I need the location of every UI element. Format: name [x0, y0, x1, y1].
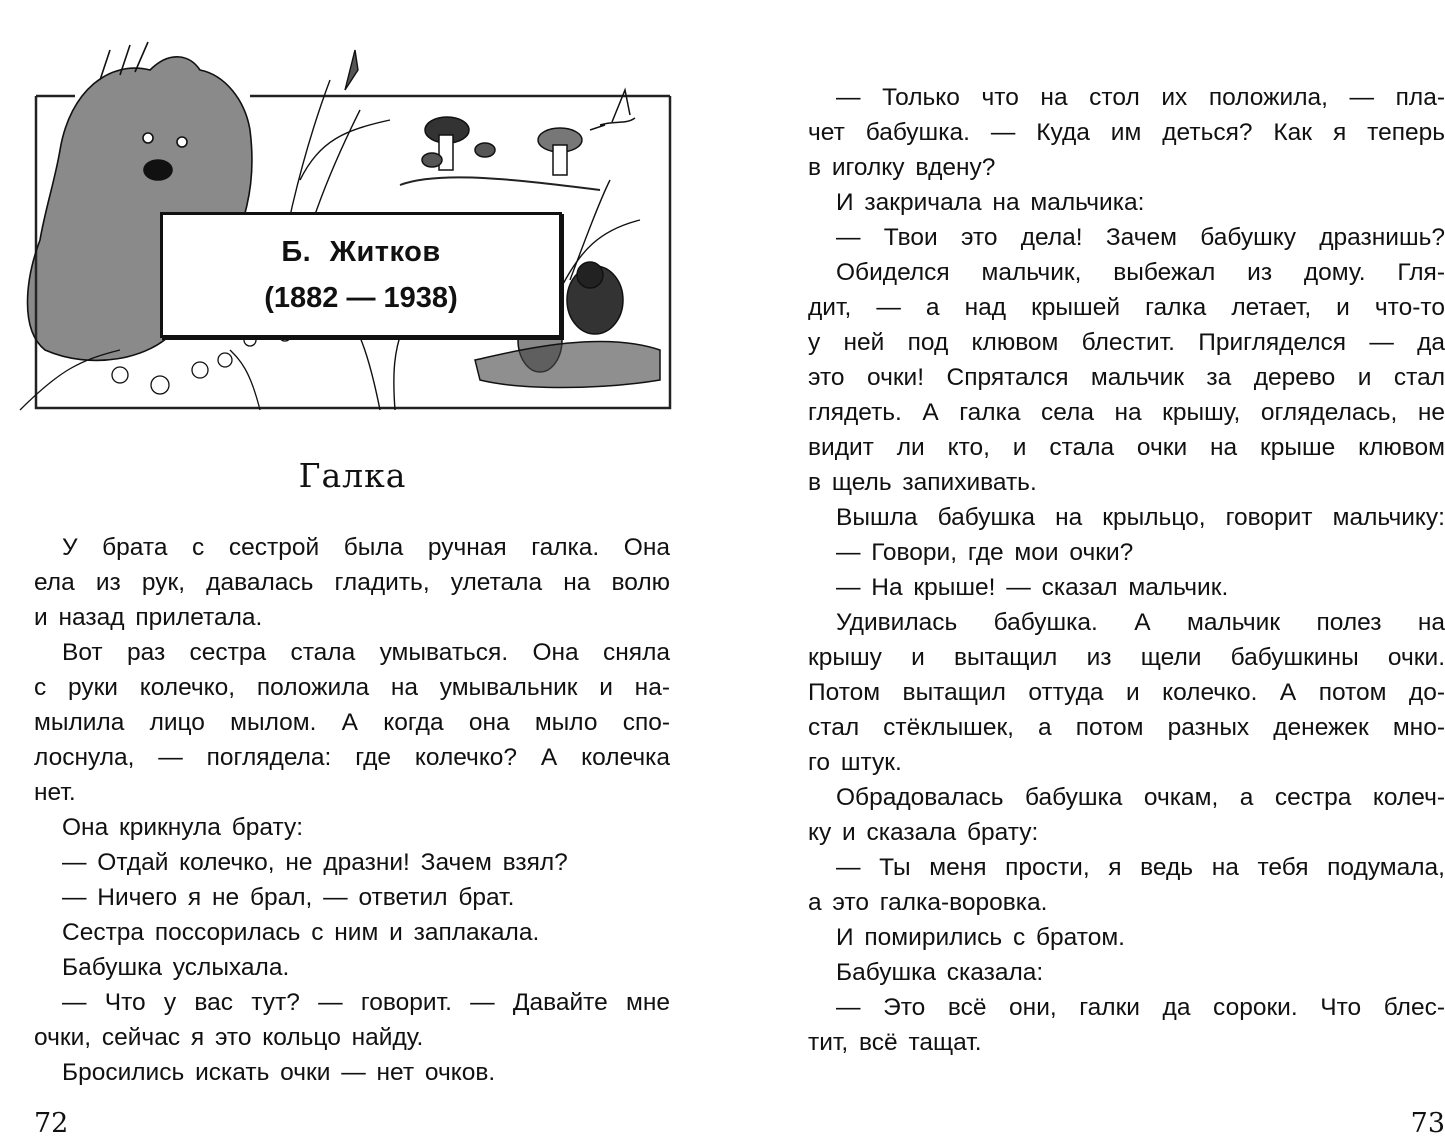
text-line: ку и сказала брату:	[808, 819, 1039, 846]
text-line: — Отдай колечко, не дразни! Зачем взял?	[62, 849, 568, 876]
page-number-left: 72	[34, 1108, 69, 1139]
text-line: это очки! Спрятался мальчик за дерево и стал	[808, 364, 1445, 391]
text-line: чет бабушка. — Куда им деться? Как я теперь	[808, 119, 1445, 146]
text-line: У брата с сестрой была ручная галка. Она	[62, 534, 670, 561]
text-line: — Что у вас тут? — говорит. — Давайте мне	[62, 989, 670, 1016]
story-title: Галка	[298, 456, 407, 495]
left-page-text	[34, 530, 670, 1090]
text-line: И закричала на мальчика:	[836, 189, 1145, 216]
text-line: и назад прилетала.	[34, 604, 263, 631]
text-line: очки, сейчас я это кольцо найду.	[34, 1024, 424, 1051]
text-line: Потом вытащил оттуда и колечко. А потом до-	[808, 679, 1445, 706]
text-line: Она крикнула брату:	[62, 814, 304, 841]
text-line: а это галка-воровка.	[808, 889, 1048, 916]
text-line: — Только что на стол их положила, — пла-	[836, 84, 1445, 111]
text-line: — Это всё они, галки да сороки. Что блес-	[836, 994, 1445, 1021]
text-line: тит, всё тащат.	[808, 1029, 982, 1056]
text-line: Вот раз сестра стала умываться. Она сняла	[62, 639, 670, 666]
text-line: Обрадовалась бабушка очкам, а сестра колеч-	[836, 784, 1445, 811]
right-page-text	[808, 80, 1445, 1060]
text-line: Бабушка сказала:	[836, 959, 1044, 986]
text-line: Бросились искать очки — нет очков.	[62, 1059, 496, 1086]
right-page	[760, 0, 1445, 1144]
text-line: дит, — а над крышей галка летает, и что-то	[808, 294, 1445, 321]
text-line: Вышла бабушка на крыльцо, говорит мальчику:	[836, 504, 1445, 531]
text-line: — Твои это дела! Зачем бабушку дразнишь?	[836, 224, 1445, 251]
text-line: И помирились с братом.	[836, 924, 1125, 951]
author-name: Б. Житков	[281, 236, 441, 268]
text-line: ела из рук, давалась гладить, улетала на волю	[34, 569, 670, 596]
text-line: глядеть. А галка села на крышу, огляделась, не	[808, 399, 1445, 426]
text-line: с руки колечко, положила на умывальник и на-	[34, 674, 670, 701]
text-line: — Говори, где мои очки?	[836, 539, 1134, 566]
text-line: у ней под клювом блестит. Пригляделся — да	[808, 329, 1445, 356]
text-line: Обиделся мальчик, выбежал из дому. Гля-	[836, 259, 1445, 286]
text-line: стал стёклышек, а потом разных денежек мно-	[808, 714, 1445, 741]
text-line: Удивилась бабушка. А мальчик полез на	[836, 609, 1445, 636]
text-line: крышу и вытащил из щели бабушкины очки.	[808, 644, 1445, 671]
text-line: лоснула, — поглядела: где колечко? А колечка	[34, 744, 670, 771]
text-line: Бабушка услыхала.	[62, 954, 290, 981]
author-plate	[160, 212, 562, 338]
text-line: нет.	[34, 779, 76, 806]
text-line: — Ничего я не брал, — ответил брат.	[62, 884, 515, 911]
page-number-right: 73	[1410, 1108, 1445, 1139]
left-page	[0, 0, 720, 1144]
text-line: в щель запихивать.	[808, 469, 1037, 496]
text-line: — Ты меня прости, я ведь на тебя подумала,	[836, 854, 1445, 881]
mushroom-icon	[422, 117, 582, 175]
text-line: мылила лицо мылом. А когда она мыло спо-	[34, 709, 670, 736]
author-years: (1882 — 1938)	[264, 282, 458, 314]
text-line: видит ли кто, и стала очки на крыше клювом	[808, 434, 1445, 461]
text-line: в иголку вдену?	[808, 154, 996, 181]
text-line: го штук.	[808, 749, 902, 776]
text-line: Сестра поссорилась с ним и заплакала.	[62, 919, 540, 946]
header-illustration	[0, 30, 700, 420]
text-line: — На крыше! — сказал мальчик.	[836, 574, 1229, 601]
